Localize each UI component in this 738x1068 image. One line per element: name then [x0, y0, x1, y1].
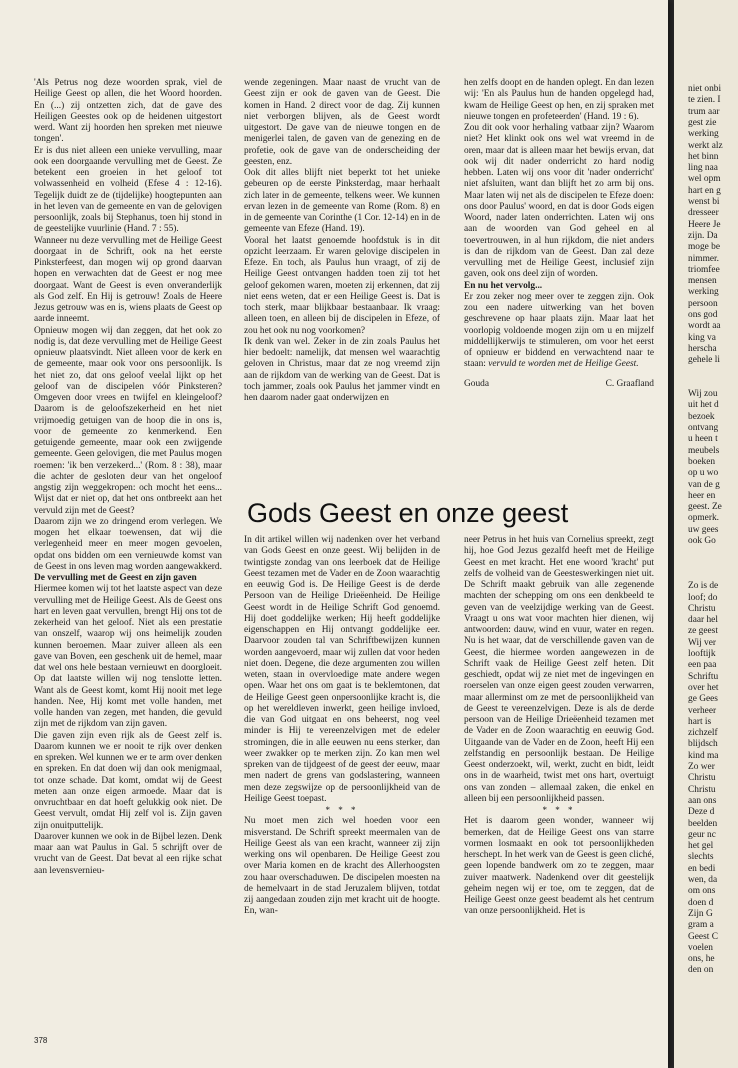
- paragraph: Hiermee komen wij tot het laatste aspect van deze vervulling met de Heilige Geest. Als de Geest ons hart en leven gaat vervullen, brengt Hij ons tot de zekerheid van het geloof. Niet als een prestatie van onszelf, waarop wij ons heimelijk zouden kunnen beroemen. Maar zuiver alleen als een gave van Boven, een geschenk uit de hemel, maar dat wel ons hele bestaan vernieuwt en doorgloeit. Op dat laatste willen wij nog tenslotte letten. Want als de Geest komt, komt Hij nooit met lege handen. Nee, Hij komt met volle handen, met volle handen van zegen, met handen, die gevuld zijn met de rijkdom van zijn gaven.: [34, 584, 222, 730]
- section-separator: * * *: [542, 805, 576, 815]
- next-page-fragment: het gel: [688, 841, 714, 852]
- paragraph: Die gaven zijn even rijk als de Geest zelf is. Daarom kunnen we er nooit te rijk over denken en spreken. Wel kunnen we er te arm over denken en spreken. En dat doen wij dan ook menigmaal, tot onze schade. Dat komt, omdat wij de Geest meten aan onze eigen armoede. Maar dat is onvruchtbaar en dat hoeft gelukkig ook niet. De Geest vervult, omdat Hij zelf vol is. Zijn gaven zijn onuitputtelijk.: [34, 730, 222, 831]
- next-page-fragment: een paa: [688, 660, 717, 671]
- next-page-fragment: Zo wer: [688, 762, 715, 772]
- next-page-fragment: opmerk.: [688, 513, 719, 524]
- subheading: En nu het vervolg...: [464, 280, 543, 291]
- next-page-fragment: werking: [688, 129, 719, 140]
- next-page-fragment: gest zie: [688, 117, 717, 128]
- next-page-fragment: dresseer: [688, 208, 719, 219]
- next-page-fragment: meubels: [688, 445, 720, 456]
- signature-author: C. Graafland: [605, 378, 654, 389]
- next-page-fragment: wen, da: [688, 875, 718, 885]
- next-page-fragment: Deze d: [688, 807, 715, 818]
- article2-headline: Gods Geest en onze geest: [247, 498, 569, 528]
- next-page-fragment: Zo is de: [688, 581, 719, 592]
- next-page-fragment: geest. Ze: [688, 502, 722, 513]
- signature-place: Gouda: [464, 378, 489, 389]
- next-page-fragment: loof; do: [688, 592, 718, 603]
- next-page-fragment: ons, he: [688, 954, 715, 965]
- next-page-fragment: werkt alz: [688, 140, 723, 151]
- paragraph: In dit artikel willen wij nadenken over het verband van Gods Geest en onze geest. Wij belijden in de twintigste zondag van ons leerboek dat de Heilige Geest tezamen met de Vader en de Zoon waarachtig en eeuwig God is. De Heilige Geest is de derde Persoon van de Heilige Drieëenheid. De Heilige Geest wordt in de Heilige Schrift God genoemd. Hij doet goddelijke werken; Hij heeft goddelijke eigenschappen en Hij ontvangt goddelijke eer. Daarvoor zouden tal van Schriftbewijzen kunnen worden aangevoerd, maar wij zullen dat voor heden niet doen. Degene, die deze argumenten zou willen weten, staan in overvloedige mate andere wegen open. Waar het ons om gaat is te beklemtonen, dat de Heilige Geest geen onpersoonlijke kracht is, die op het wereldleven inwerkt, geen heilige invloed, die van God uitgaat en ons beheerst, nog veel minder is Hij te vereenzelvigen met de edeler stromingen, die in alle eeuwen nu eens sterker, dan weer zwakker op te merken zijn. Zo kan men wel spreken van de tijdgeest of de geest der eeuw, maar men nadert de grens van godslastering, wanneen men deze zegswijze op de persoonlijkheid van de Heilige Geest toepast.: [244, 535, 440, 804]
- article1-column-2: [244, 78, 440, 482]
- next-page-fragment: voelen: [688, 942, 713, 953]
- next-page-fragment: Schriftu: [688, 671, 719, 682]
- next-page-fragment: uw gees: [688, 524, 719, 535]
- next-page-fragment: beelden: [688, 818, 718, 829]
- paragraph: Opnieuw mogen wij dan zeggen, dat het ook zo nodig is, dat deze vervulling met de Heilige Geest opnieuw plaatsvindt. Niet alleen voor de kerk en de gemeente, maar ook voor ons persoonlijk. Is het niet zo, dat ons geloof veelal lijkt op het geloof van de discipelen vóór Pinksteren? Omgeven door vrees en twijfel en kleingeloof? Daarom is de geloofszekerheid en het niet vrijmoedig getuigen van de hoop die in ons is, voor de gemeente zo kenmerkend. Een getuigende gemeente, maar ook een zwijgende gemeente. Geen gelovigen, die met Paulus mogen roemen: 'ik ben verzekerd...' (Rom. 8 : 38), maar die achter de gesloten deur van het ongeloof angstig zijn weggekropen: och mocht het eens... Wijst dat er niet op, dat het ons ontbreekt aan het vervuld zijn met de Geest?: [34, 325, 222, 516]
- paragraph: Daarom zijn we zo dringend erom verlegen. We mogen het elkaar toewensen, dat wij die verlegenheid meer en meer mogen gevoelen, opdat ons bidden om een vernieuwde komst van de Geest in ons leven mag worden aangewakkerd.: [34, 516, 222, 572]
- next-page-fragment: aan ons: [688, 795, 717, 806]
- next-page-fragment: uit het d: [688, 400, 719, 411]
- closing-emphasis: vervuld te worden met de Heilige Geest.: [488, 359, 639, 370]
- next-page-fragment: zichzelf: [688, 728, 718, 739]
- paragraph: Zou dit ook voor herhaling vatbaar zijn? Waarom niet? Het klinkt ook ons wel wat vreemd in de oren, maar dat is alleen maar het bewijs ervan, dat ook wij dit nader onderricht zo hard nodig hebben. Laten wij ons voor dit 'nader onderricht' niet afsluiten, want dan blijft het zo arm bij ons. Maar laten wij net als de discipelen te Efeze doen: ons door Paulus' woord, en dat is door Gods eigen Woord, nader laten onderrichten. Laten wij ons aan de woorden van God geheel en al toevertrouwen, in al hun rijkdom, die niet anders is dan de rijkdom van de Geest. Dan zal deze vervulling met de Heilige Geest, inclusief zijn gaven, ook ons deel zijn of worden.: [464, 123, 654, 280]
- next-page-fragment: ons god: [688, 310, 718, 320]
- next-page-fragment: wordt aa: [688, 321, 721, 332]
- next-page-fragment: hart en g: [688, 185, 721, 196]
- next-page-fragment: van de g: [688, 479, 720, 490]
- paragraph: neer Petrus in het huis van Cornelius spreekt, zegt hij, hoe God Jezus gezalfd heeft met de Heilige Geest en met kracht. Het ene woord 'kracht' put zelfs de volheid van de Geesteswerkingen niet uit. De Schrift maakt gebruik van alle zegenende machten der schepping om ons een denkbeeld te geven van de veelzijdige werking van de Geest. Vraagt u ons wat voor machten hier dienen, wij antwoorden: dauw, wind en vuur, water en regen. Nu is het waar, dat de verschillende gaven van de Geest, die hiermee worden aangewezen in de Schrift vaak de Heilige Geest zelf heten. Dit geschiedt, opdat wij ze niet met de ingevingen en roerselen van onze eigen geest zouden verwarren, maar allerminst om ze met de persoonlijkheid van de Geest te vereenzelvigen. Deze is als de derde persoon van de Heilige Drieëenheid tezamen met de Vader en de Zoon waarachtig en eeuwig God. Uitgaande van de Vader en de Zoon, heeft Hij een zelfstandig en persoonlijk bestaan. De Heilige Geest onderzoekt, wil, werkt, zucht en bidt, leidt ons in de waarheid, twist met ons hart, overtuigt ons van zonden – allemaal zaken, die enkel en alleen bij een persoonlijkheid passen.: [464, 535, 654, 804]
- next-page-fragment: daar hel: [688, 615, 718, 626]
- next-page-fragment: ze geest: [688, 626, 718, 637]
- article2-column-2: [464, 535, 654, 1035]
- next-page-fragment: en bedi: [688, 863, 716, 874]
- next-page-fragment: ling naa: [688, 163, 718, 174]
- next-page-fragment: Zijn G: [688, 908, 713, 919]
- next-page-fragment: het binn: [688, 151, 719, 162]
- article1-column-3: [464, 78, 654, 468]
- next-page-fragment: u heen t: [688, 434, 718, 445]
- next-page-fragment: gram a: [688, 920, 714, 931]
- paragraph: Vooral het laatst genoemde hoofdstuk is in dit opzicht leerzaam. Er waren gelovige discipelen in Efeze. En toch, als Paulus hun vraagt, of zij de Heilige Geest ontvangen hadden toen zij tot het geloof gekomen waren, moeten zij erkennen, dat zij niet eens weten, dat er een Heilige Geest is. Dat is toch sterk, maar blijkbaar bestaanbaar. Ik vraag: alleen toen, en alleen bij de discipelen in Efeze, of zou het ook nu nog voorkomen?: [244, 235, 440, 336]
- next-page-fragment: bezoek: [688, 411, 715, 422]
- next-page-fragment: om ons: [688, 886, 716, 897]
- next-page-fragment: geur nc: [688, 829, 716, 840]
- article1-column-1: [34, 78, 222, 1034]
- subheading: De vervulling met de Geest en zijn gaven: [34, 573, 197, 583]
- closing-text: Er zou zeker nog meer over te zeggen zijn. Ook zou een nadere uitwerking van het boven geschrevene op haar plaats zijn. Maar laat het voorlopig voldoende mogen zijn om u en mijzelf middellijkerwijs te stimuleren, om voor het eerst of opnieuw er biddend en verwachtend naar te staan:: [464, 291, 654, 370]
- next-page-fragment: heer en: [688, 490, 716, 501]
- next-page-fragment: ook Go: [688, 536, 716, 546]
- paragraph: hen zelfs doopt en de handen oplegt. En dan lezen wij: 'En als Paulus hun de handen opgelegd had, kwam de Heilige Geest op hen, en zij spraken met nieuwe tongen en profeteerden' (Hand. 19 : 6).: [464, 78, 654, 122]
- next-page-fragment: wenst bi: [688, 197, 720, 207]
- next-page-fragment: over het: [688, 682, 719, 693]
- next-page-fragment: Christu: [688, 784, 716, 795]
- page-number: 378: [34, 1036, 48, 1045]
- next-page-fragment: king va: [688, 332, 716, 343]
- paragraph: Ook dit alles blijft niet beperkt tot het unieke gebeuren op de eerste Pinksterdag, maar herhaalt zich later in de gemeente, telkens weer. We kunnen ervan lezen in de gemeente van Rome (Rom. 8) en in de gemeente van Corinthe (1 Cor. 12-14) en in de gemeente van Efeze (Hand. 19).: [244, 168, 440, 235]
- next-page-fragment: werking: [688, 287, 719, 298]
- next-page-fragment: wel opm: [688, 174, 721, 185]
- next-page-fragment: herscha: [688, 343, 717, 354]
- next-page-edge: [674, 0, 738, 1068]
- next-page-fragment: mensen: [688, 276, 717, 287]
- next-page-fragment: Geest C: [688, 931, 718, 942]
- next-page-fragment: doen d: [688, 897, 714, 908]
- next-page-fragment: moge be: [688, 242, 721, 253]
- paragraph: Nu moet men zich wel hoeden voor een misverstand. De Schrift spreekt meermalen van de Heilige Geest als van een kracht, wanneer zij zijn werking ons wil openbaren. De Heilige Geest zou over Maria komen en de kracht des Allerhoogsten zou haar overschaduwen. De discipelen moesten na de hemelvaart in de stad Jeruzalem blijven, totdat zij aangedaan zouden zijn met kracht uit de hoogte. En, wan-: [244, 816, 440, 917]
- next-page-fragment: triomfee: [688, 264, 720, 275]
- next-page-fragment: Wij ver: [688, 637, 716, 648]
- paragraph: wende zegeningen. Maar naast de vrucht van de Geest zijn er ook de gaven van de Geest. Die komen in Hand. 2 direct voor de dag. Zij kunnen niet verborgen blijven, als de Geest wordt uitgestort. De gave van de nieuwe tongen en de menigerlei talen, de gaven van de genezing en de profetie, ook de gave van de onderscheiding der geesten, enz.: [244, 78, 440, 167]
- next-page-fragment: hart is: [688, 716, 712, 727]
- next-page-fragment: Christu: [688, 773, 716, 784]
- section-separator: * * *: [325, 805, 359, 815]
- next-page-fragment: zijn. Da: [688, 230, 718, 241]
- next-page-fragment: nimmer.: [688, 253, 719, 264]
- article2-column-1: [244, 535, 440, 1035]
- next-page-fragment: ge Gees: [688, 694, 718, 705]
- paragraph: Ik denk van wel. Zeker in de zin zoals Paulus het hier bedoelt: namelijk, dat mensen wel waarachtig geloven in Christus, maar dat ze nog vreemd zijn aan de rijkdom van de werking van de Geest. Dat is toch jammer, zoals ook Paulus het jammer vindt en hen daarom nader gaat onderwijzen en: [244, 336, 440, 403]
- next-page-fragment: boeken: [688, 456, 716, 467]
- next-page-fragment: blijdsch: [688, 739, 718, 750]
- next-page-fragment: verheer: [688, 705, 717, 716]
- paragraph: Er is dus niet alleen een unieke vervulling, maar ook een doorgaande vervulling met de Geest. Ze betekent een groeien in het geloof tot volwassenheid en volheid (Efese 4 : 12-16). Tegelijk duidt ze de (tijdelijke) hoogtepunten aan in het leven van de gemeente en van de gelovigen persoonlijk, zoals bij Stephanus, toen hij stond in de geestelijke vuurlinie (Hand. 7 : 55).: [34, 145, 222, 235]
- next-page-fragment: slechts: [688, 852, 714, 863]
- next-page-fragment: ontvang: [688, 423, 719, 433]
- next-page-fragment: trum aar: [688, 106, 720, 117]
- next-page-fragment: looftijk: [688, 649, 716, 659]
- paragraph: [464, 292, 654, 371]
- paragraph: 'Als Petrus nog deze woorden sprak, viel de Heilige Geest op allen, die het Woord hoorden. En (...) zij ontzetten zich, dat de gave des Heiligen Geestes ook op de heidenen uitgestort werd. Want zij hoorden hen spreken met nieuwe tongen'.: [34, 78, 222, 145]
- paragraph: Wanneer nu deze vervulling met de Heilige Geest doorgaat in de Schrift, ook na het eerste Pinksterfeest, dan mogen wij op grond daarvan hopen en verwachten dat de Geest er nog mee doorgaat. Want de Geest is even onveranderlijk als God zelf. En Hij is getrouw! Zoals de Heere Jezus getrouw was en is, wiens plaats de Geest op aarde inneemt.: [34, 235, 222, 325]
- paragraph: Daarover kunnen we ook in de Bijbel lezen. Denk maar aan wat Paulus in Gal. 5 schrijft over de vrucht van de Geest. Dat bevat al een rijke schat aan levensvernieu-: [34, 831, 222, 876]
- next-page-fragment: niet onbi: [688, 84, 722, 94]
- next-page-fragment: kind ma: [688, 750, 719, 761]
- next-page-fragment: gehele li: [688, 355, 721, 366]
- signature: [464, 379, 654, 390]
- next-page-fragment: Christu: [688, 603, 716, 614]
- next-page-fragment: op u wo: [688, 468, 719, 479]
- next-page-fragment: Wij zou: [688, 389, 718, 400]
- next-page-fragment: te zien. I: [688, 95, 721, 106]
- paragraph: Het is daarom geen wonder, wanneer wij bemerken, dat de Heilige Geest ons van starre vormen losmaakt en ook tot persoonlijkheden herschept. In het werk van de Geest is geen cliché, geen lopende bandwerk om zo te zeggen, maar zuiver maatwerk. Nadenkend over dit geestelijk geheim negen wij er toe, om te zeggen, dat de Heilige Geest onze geest beademt als het centrum van onze persoonlijkheid. Het is: [464, 816, 654, 917]
- next-page-fragment: persoon: [688, 298, 718, 309]
- next-page-fragment: den on: [688, 965, 714, 976]
- next-page-fragment: Heere Je: [688, 219, 721, 230]
